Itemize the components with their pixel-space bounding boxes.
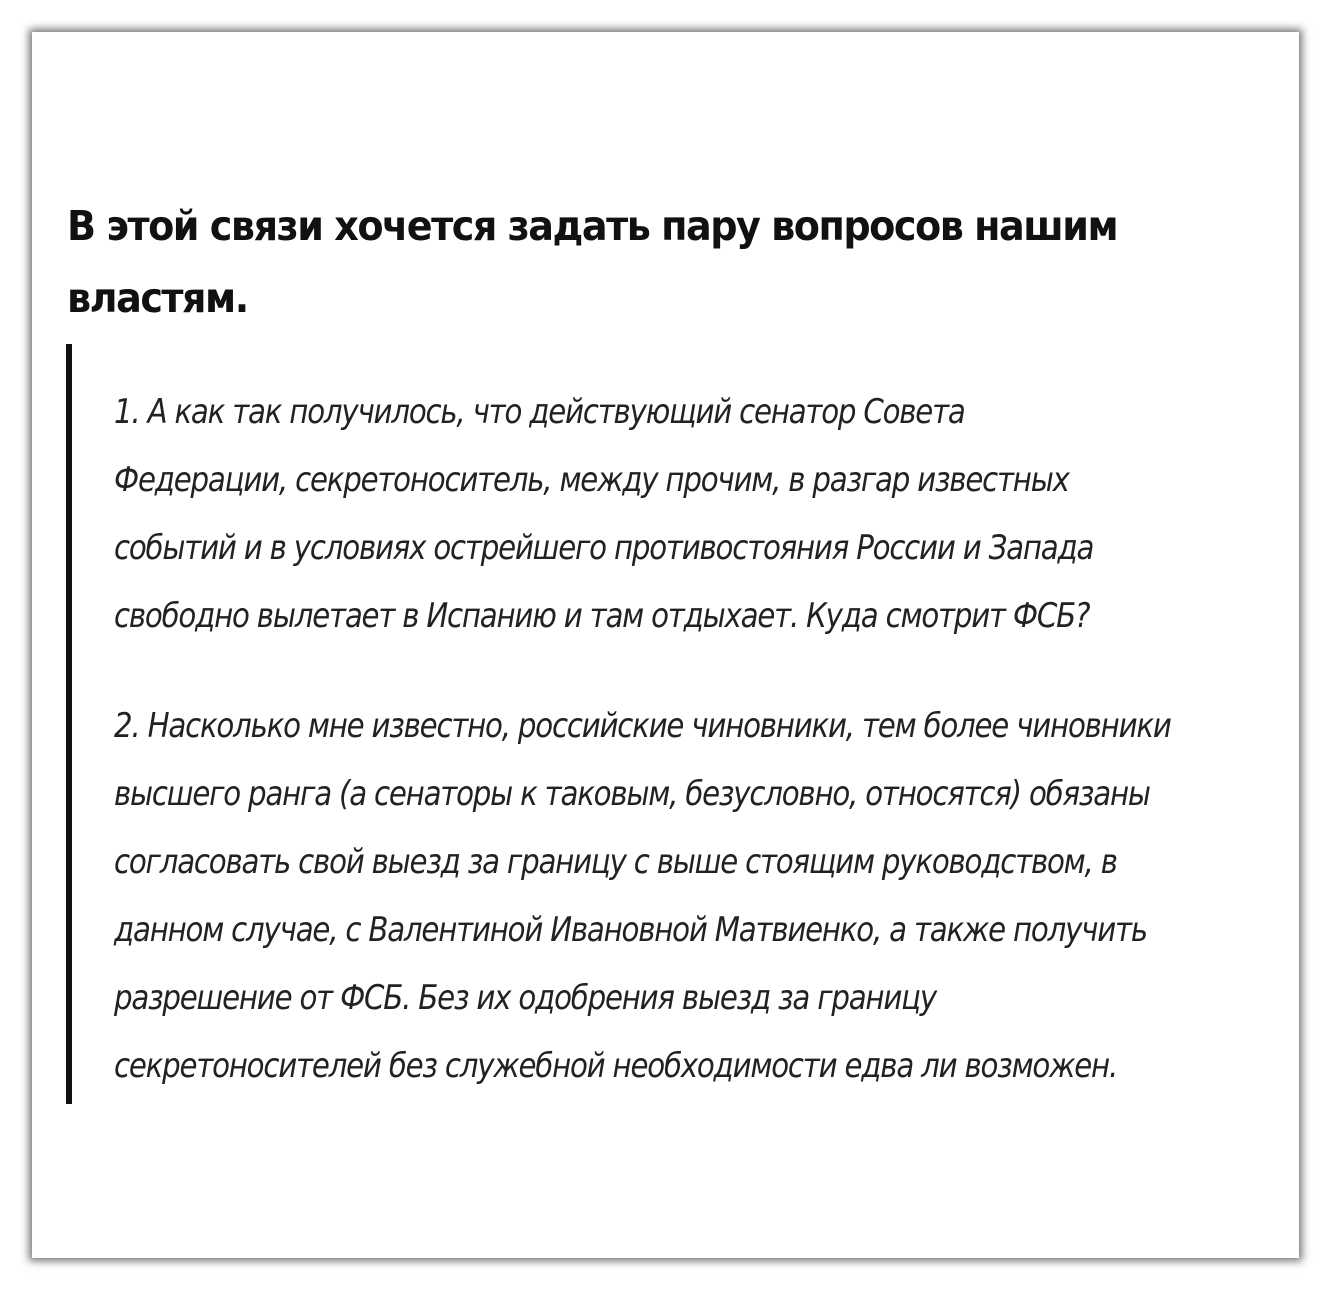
paragraph-line: Федерации, секретоноситель, между прочим, в разгар известных xyxy=(114,460,1069,500)
paragraph-line: 2. Насколько мне известно, российские чиновники, тем более чиновники xyxy=(114,706,1171,746)
quote-paragraph-2 xyxy=(114,692,1171,1100)
heading-line: В этой связи хочется задать пару вопросов нашим xyxy=(67,202,1118,250)
blockquote xyxy=(66,344,1281,1104)
paragraph-line: согласовать свой выезд за границу с выше стоящим руководством, в xyxy=(114,842,1117,882)
paragraph-line: событий и в условиях острейшего противостояния России и Запада xyxy=(114,528,1094,568)
article-card xyxy=(32,32,1299,1258)
heading-line: властям. xyxy=(67,274,248,322)
paragraph-line: 1. А как так получилось, что действующий сенатор Совета xyxy=(114,392,965,432)
paragraph-line: высшего ранга (а сенаторы к таковым, безусловно, относятся) обязаны xyxy=(114,774,1150,814)
article-heading xyxy=(67,190,1183,334)
paragraph-line: секретоносителей без служебной необходимости едва ли возможен. xyxy=(114,1046,1118,1086)
paragraph-line: свободно вылетает в Испанию и там отдыхает. Куда смотрит ФСБ? xyxy=(114,596,1090,636)
quote-paragraph-1 xyxy=(114,378,1093,650)
paragraph-line: данном случае, с Валентиной Ивановной Матвиенко, а также получить xyxy=(114,910,1147,950)
paragraph-line: разрешение от ФСБ. Без их одобрения выезд за границу xyxy=(114,978,936,1018)
